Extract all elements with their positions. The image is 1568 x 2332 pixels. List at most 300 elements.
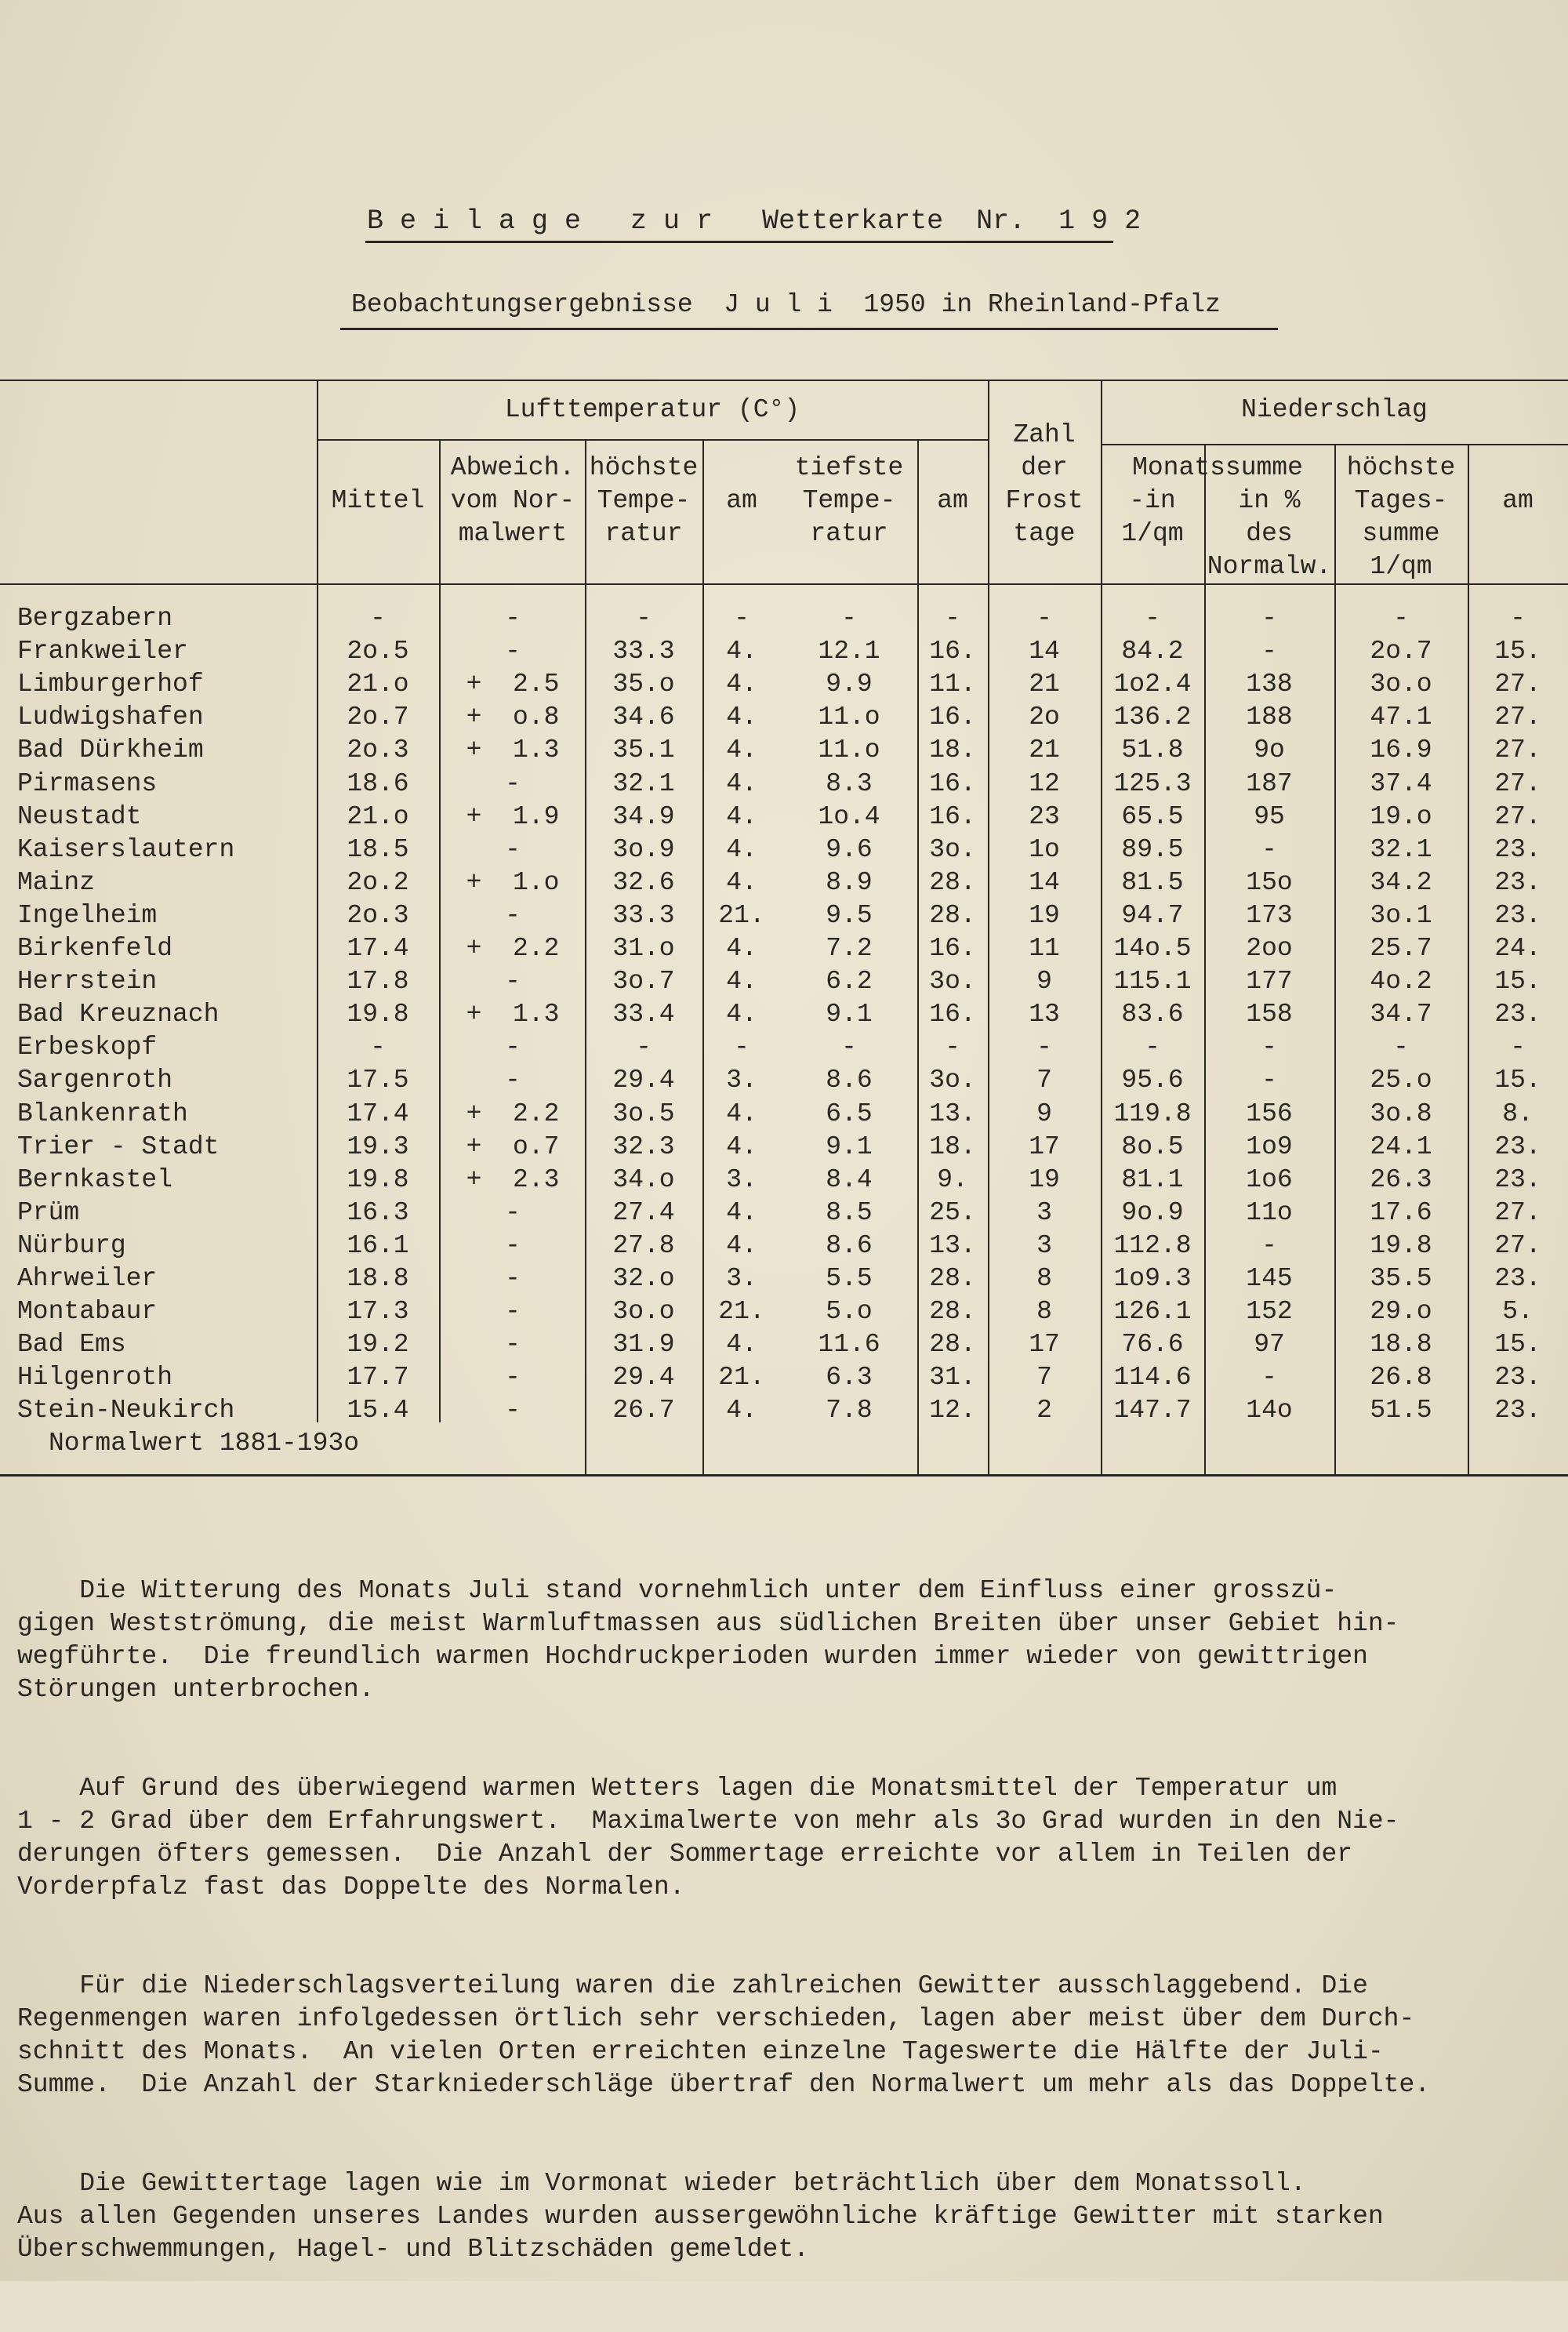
cell-tiefste: 5.5 [826,1264,873,1293]
cell-tages: 19.o [1370,802,1432,831]
cell-hoechste: 31.9 [612,1330,675,1359]
cell-frost: 2 [1036,1396,1052,1425]
cell-tiefste: 6.2 [826,967,873,996]
cell-am1: 4. [726,637,757,666]
header-hoechste-tagessumme: höchste Tages- summe 1/qm [1346,453,1456,581]
cell-frost: 7 [1036,1066,1052,1095]
cell-am2: 13. [929,1231,976,1260]
header-am-hoechste: am [726,486,757,515]
cell-frost: 1o [1029,835,1060,864]
cell-tages: 37.4 [1370,769,1432,798]
cell-proz: - [1261,1066,1277,1095]
cell-lqm: 125.3 [1113,769,1192,798]
cell-abw: + 2.5 [466,670,560,699]
cell-tages: 26.8 [1370,1363,1432,1392]
cell-mittel: 17.4 [347,934,409,963]
cell-am3: 23. [1494,1165,1541,1194]
cell-tiefste: 11.o [818,736,880,765]
cell-tages: - [1393,604,1409,633]
cell-lqm: 1o9.3 [1113,1264,1192,1293]
cell-hoechste: 32.3 [612,1132,675,1161]
cell-mittel: 17.3 [347,1297,409,1326]
cell-frost: 13 [1029,1000,1060,1029]
cell-tages: 35.5 [1370,1264,1432,1293]
cell-am3: 23. [1494,1363,1541,1392]
cell-frost: 2o [1029,703,1060,732]
cell-frost: 14 [1029,637,1060,666]
cell-frost: 9 [1036,967,1052,996]
cell-tiefste: 7.8 [826,1396,873,1425]
cell-hoechste: 35.1 [612,736,675,765]
cell-proz: 95 [1254,802,1285,831]
cell-am1: 4. [726,802,757,831]
cell-lqm: 81.1 [1121,1165,1184,1194]
cell-proz: 9o [1254,736,1285,765]
cell-am3: 23. [1494,1132,1541,1161]
cell-abw: + 2.2 [466,934,560,963]
station-name: Bergzabern [17,604,173,633]
cell-mittel: 2o.3 [347,901,409,930]
cell-mittel: 17.4 [347,1099,409,1128]
station-name: Mainz [17,868,96,897]
cell-hoechste: 34.6 [612,703,675,732]
header-bottom-rule [0,583,1568,585]
cell-am3: 23. [1494,868,1541,897]
station-name: Limburgerhof [17,670,204,699]
cell-tages: 3o.o [1370,670,1432,699]
cell-abw: + 1.3 [466,1000,560,1029]
cell-hoechste: 27.4 [612,1198,675,1227]
header-monatssumme: Monatssumme [1132,453,1303,482]
cell-am1: - [734,604,750,633]
cell-am1: 4. [726,967,757,996]
cell-am1: 3. [726,1165,757,1194]
cell-hoechste: 33.4 [612,1000,675,1029]
document-subtitle: Beobachtungsergebnisse J u l i 1950 in Rheinland-Pfalz [351,290,1221,319]
cell-tiefste: 9.1 [826,1132,873,1161]
cell-am1: 4. [726,1099,757,1128]
cell-lqm: 119.8 [1113,1099,1192,1128]
cell-lqm: 65.5 [1121,802,1184,831]
cell-mittel: 2o.7 [347,703,409,732]
cell-am2: 16. [929,802,976,831]
cell-hoechste: 3o.7 [612,967,675,996]
cell-am3: 15. [1494,1330,1541,1359]
cell-lqm: 1o2.4 [1113,670,1192,699]
cell-mittel: 19.8 [347,1165,409,1194]
cell-tiefste: 8.4 [826,1165,873,1194]
cell-am3: 15. [1494,1066,1541,1095]
cell-am1: 3. [726,1066,757,1095]
cell-frost: 17 [1029,1132,1060,1161]
cell-tiefste: 11.6 [818,1330,880,1359]
cell-tiefste: 8.3 [826,769,873,798]
cell-tiefste: 8.6 [826,1066,873,1095]
cell-lqm: 114.6 [1113,1363,1192,1392]
cell-hoechste: 32.o [612,1264,675,1293]
cell-am1: 4. [726,1198,757,1227]
table-footnote: Normalwert 1881-193o [49,1429,360,1458]
cell-tiefste: 7.2 [826,934,873,963]
cell-am1: 4. [726,1132,757,1161]
cell-hoechste: 33.3 [612,901,675,930]
cell-abw: - [505,769,521,798]
cell-am2: 16. [929,637,976,666]
cell-am2: 28. [929,1264,976,1293]
cell-hoechste: 34.9 [612,802,675,831]
cell-abw: - [505,1330,521,1359]
cell-proz: - [1261,1033,1277,1062]
header-am-niederschlag: am [1502,486,1534,515]
cell-lqm: 83.6 [1121,1000,1184,1029]
header-prozent-normalwert: in % des Normalw. [1207,486,1332,581]
cell-tages: 34.2 [1370,868,1432,897]
cell-abw: - [505,1264,521,1293]
cell-tiefste: 8.5 [826,1198,873,1227]
cell-tiefste: 9.1 [826,1000,873,1029]
cell-tiefste: 8.6 [826,1231,873,1260]
cell-frost: 3 [1036,1198,1052,1227]
cell-am2: 28. [929,1330,976,1359]
cell-am3: 8. [1502,1099,1534,1128]
cell-abw: - [505,1198,521,1227]
paragraph: Für die Niederschlagsverteilung waren die zahlreichen Gewitter ausschlaggebend. Die Regenmengen waren infolgedessen örtlich sehr verschieden, lagen aber meist über dem Durch- schnitt des Monats. An vielen Orten erreichten einzelne Tageswerte die Hälfte der Juli- Summe. Die Anzahl der Starkniederschläge übertraf den Normalwert um mehr als das Doppelte. [17,1971,1431,2099]
cell-am3: 23. [1494,1000,1541,1029]
station-name: Prüm [17,1198,80,1227]
cell-frost: 19 [1029,901,1060,930]
cell-am2: 3o. [929,1066,976,1095]
cell-tages: 19.8 [1370,1231,1432,1260]
station-name: Birkenfeld [17,934,173,963]
cell-abw: + 1.9 [466,802,560,831]
cell-tages: 16.9 [1370,736,1432,765]
cell-tages: 18.8 [1370,1330,1432,1359]
cell-mittel: 19.2 [347,1330,409,1359]
cell-mittel: 17.5 [347,1066,409,1095]
cell-tiefste: 9.6 [826,835,873,864]
header-lufttemperatur: Lufttemperatur (C°) [504,395,800,424]
cell-abw: + 1.3 [466,736,560,765]
cell-tages: 29.o [1370,1297,1432,1326]
cell-frost: 14 [1029,868,1060,897]
cell-am2: 31. [929,1363,976,1392]
cell-am1: 4. [726,1396,757,1425]
cell-am1: 4. [726,934,757,963]
cell-proz: 156 [1246,1099,1293,1128]
cell-proz: 173 [1246,901,1293,930]
cell-proz: 1o9 [1246,1132,1293,1161]
cell-am2: 18. [929,1132,976,1161]
cell-hoechste: - [636,1033,652,1062]
cell-am2: 3o. [929,835,976,864]
weather-report-text [17,1509,1554,2332]
cell-tages: 25.o [1370,1066,1432,1095]
cell-tiefste: - [841,1033,857,1062]
station-name: Stein-Neukirch [17,1396,235,1425]
cell-proz: 14o [1246,1396,1293,1425]
cell-abw: - [505,1297,521,1326]
cell-abw: - [505,1066,521,1095]
cell-frost: 9 [1036,1099,1052,1128]
station-name: Neustadt [17,802,142,831]
cell-mittel: 18.5 [347,835,409,864]
station-name: Erbeskopf [17,1033,158,1062]
station-name: Bad Ems [17,1330,126,1359]
cell-lqm: 147.7 [1113,1396,1192,1425]
cell-am2: 11. [929,670,976,699]
cell-mittel: 16.3 [347,1198,409,1227]
cell-mittel: 21.o [347,802,409,831]
cell-tages: 2o.7 [1370,637,1432,666]
cell-tiefste: 1o.4 [818,802,880,831]
cell-hoechste: 3o.5 [612,1099,675,1128]
cell-proz: 2oo [1246,934,1293,963]
cell-am2: 25. [929,1198,976,1227]
cell-proz: 158 [1246,1000,1293,1029]
cell-tages: - [1393,1033,1409,1062]
cell-lqm: 95.6 [1121,1066,1184,1095]
cell-lqm: 9o.9 [1121,1198,1184,1227]
cell-tages: 51.5 [1370,1396,1432,1425]
table-bottom-rule [0,1474,1568,1477]
cell-frost: 17 [1029,1330,1060,1359]
cell-hoechste: 29.4 [612,1363,675,1392]
cell-proz: 145 [1246,1264,1293,1293]
cell-am1: - [734,1033,750,1062]
station-name: Bernkastel [17,1165,173,1194]
cell-am3: 27. [1494,1231,1541,1260]
cell-proz: 177 [1246,967,1293,996]
header-hoechste-temperatur: höchste Tempe- ratur [589,453,699,548]
cell-am3: 27. [1494,670,1541,699]
cell-frost: 3 [1036,1231,1052,1260]
cell-frost: - [1036,604,1052,633]
cell-am2: 16. [929,769,976,798]
cell-proz: 138 [1246,670,1293,699]
cell-am3: 23. [1494,1264,1541,1293]
station-name: Hilgenroth [17,1363,173,1392]
temp-group-rule [317,439,988,441]
cell-am1: 4. [726,1330,757,1359]
cell-tages: 34.7 [1370,1000,1432,1029]
paragraph: Auf Grund des überwiegend warmen Wetters lagen die Monatsmittel der Temperatur um 1 - 2 Grad über dem Erfahrungswert. Maximalwerte von mehr als 3o Grad wurden in den Nie- derungen öfters gemessen. Die Anzahl der Sommertage erreichte vor allem in Teilen der Vorderpfalz fast das Doppelte des Normalen. [17,1774,1399,1902]
cell-hoechste: 29.4 [612,1066,675,1095]
cell-am1: 21. [718,1297,765,1326]
cell-tages: 4o.2 [1370,967,1432,996]
cell-frost: 19 [1029,1165,1060,1194]
cell-lqm: 84.2 [1121,637,1184,666]
cell-am2: 9. [937,1165,968,1194]
cell-am2: 16. [929,1000,976,1029]
station-name: Trier - Stadt [17,1132,220,1161]
cell-am3: 24. [1494,934,1541,963]
cell-proz: 97 [1254,1330,1285,1359]
cell-am1: 4. [726,703,757,732]
cell-am3: 27. [1494,1198,1541,1227]
cell-proz: - [1261,1231,1277,1260]
station-name: Pirmasens [17,769,158,798]
cell-mittel: 2o.5 [347,637,409,666]
cell-mittel: 2o.2 [347,868,409,897]
cell-abw: + o.7 [466,1132,560,1161]
cell-am2: - [945,1033,960,1062]
cell-abw: - [505,1033,521,1062]
cell-am2: 28. [929,901,976,930]
cell-am2: - [945,604,960,633]
cell-hoechste: 35.o [612,670,675,699]
cell-am1: 21. [718,1363,765,1392]
cell-abw: - [505,1363,521,1392]
cell-frost: 7 [1036,1363,1052,1392]
cell-mittel: 18.8 [347,1264,409,1293]
cell-abw: - [505,835,521,864]
title-underline [365,241,1113,243]
cell-am1: 4. [726,1231,757,1260]
cell-hoechste: 3o.o [612,1297,675,1326]
cell-proz: 187 [1246,769,1293,798]
paragraph: Die Gewittertage lagen wie im Vormonat wieder beträchtlich über dem Monatssoll. Aus allen Gegenden unseres Landes wurden aussergewöhnliche kräftige Gewitter mit starken Überschwemmungen, Hagel- und Blitzschäden gemeldet. [17,2169,1384,2264]
cell-tages: 26.3 [1370,1165,1432,1194]
station-name: Ingelheim [17,901,158,930]
cell-mittel: 17.8 [347,967,409,996]
cell-am1: 4. [726,835,757,864]
cell-hoechste: 33.3 [612,637,675,666]
cell-lqm: 81.5 [1121,868,1184,897]
cell-hoechste: 31.o [612,934,675,963]
cell-abw: - [505,1396,521,1425]
cell-lqm: 14o.5 [1113,934,1192,963]
cell-am1: 4. [726,670,757,699]
station-name: Bad Kreuznach [17,1000,220,1029]
cell-am3: 15. [1494,637,1541,666]
cell-tiefste: - [841,604,857,633]
cell-frost: 8 [1036,1297,1052,1326]
cell-am3: 27. [1494,736,1541,765]
cell-lqm: 136.2 [1113,703,1192,732]
cell-am1: 4. [726,736,757,765]
cell-hoechste: 34.o [612,1165,675,1194]
cell-mittel: 15.4 [347,1396,409,1425]
cell-mittel: 21.o [347,670,409,699]
station-name: Kaiserslautern [17,835,235,864]
header-mittel: Mittel [331,486,425,515]
cell-tages: 24.1 [1370,1132,1432,1161]
cell-frost: 21 [1029,670,1060,699]
cell-tiefste: 6.3 [826,1363,873,1392]
station-name: Sargenroth [17,1066,173,1095]
header-niederschlag: Niederschlag [1241,395,1428,424]
cell-mittel: 18.6 [347,769,409,798]
document-title: B e i l a g e z u r Wetterkarte Nr. 1 9 2 [367,205,1142,237]
cell-am3: - [1510,604,1526,633]
station-name: Ahrweiler [17,1264,158,1293]
cell-tages: 17.6 [1370,1198,1432,1227]
cell-tages: 32.1 [1370,835,1432,864]
cell-proz: 188 [1246,703,1293,732]
cell-lqm: 94.7 [1121,901,1184,930]
cell-tiefste: 9.9 [826,670,873,699]
cell-am3: 23. [1494,835,1541,864]
cell-hoechste: 32.6 [612,868,675,897]
header-tiefste-temperatur: tiefste Tempe- ratur [794,453,904,548]
cell-am3: 27. [1494,802,1541,831]
cell-mittel: 2o.3 [347,736,409,765]
cell-abw: - [505,604,521,633]
cell-proz: 15o [1246,868,1293,897]
cell-tages: 25.7 [1370,934,1432,963]
cell-am1: 3. [726,1264,757,1293]
cell-lqm: 76.6 [1121,1330,1184,1359]
cell-frost: 21 [1029,736,1060,765]
cell-tiefste: 11.o [818,703,880,732]
cell-am2: 3o. [929,967,976,996]
cell-am2: 12. [929,1396,976,1425]
cell-mittel: - [370,1033,386,1062]
cell-proz: - [1261,1363,1277,1392]
cell-mittel: - [370,604,386,633]
cell-proz: 1o6 [1246,1165,1293,1194]
cell-abw: - [505,637,521,666]
cell-lqm: 115.1 [1113,967,1192,996]
cell-mittel: 19.8 [347,1000,409,1029]
cell-am3: 27. [1494,703,1541,732]
cell-hoechste: 3o.9 [612,835,675,864]
cell-am2: 28. [929,868,976,897]
cell-frost: 12 [1029,769,1060,798]
cell-am2: 28. [929,1297,976,1326]
cell-am1: 4. [726,868,757,897]
cell-abw: - [505,901,521,930]
cell-proz: - [1261,835,1277,864]
cell-abw: + 2.2 [466,1099,560,1128]
cell-am3: 27. [1494,769,1541,798]
cell-frost: 23 [1029,802,1060,831]
cell-lqm: 8o.5 [1121,1132,1184,1161]
station-name: Blankenrath [17,1099,188,1128]
station-name: Frankweiler [17,637,188,666]
table-top-rule [0,380,1568,381]
cell-am1: 21. [718,901,765,930]
paragraph: Die Witterung des Monats Juli stand vornehmlich unter dem Einfluss einer grosszü- gigen Westströmung, die meist Warmluftmassen aus südlichen Breiten über unser Gebiet hin- wegführte. Die freundlich warmen Hochdruckperioden wurden immer wieder von gewittrigen Störungen unterbrochen. [17,1576,1399,1704]
cell-hoechste: 32.1 [612,769,675,798]
cell-mittel: 17.7 [347,1363,409,1392]
cell-abw: + o.8 [466,703,560,732]
cell-am2: 16. [929,934,976,963]
cell-am3: - [1510,1033,1526,1062]
cell-tages: 3o.1 [1370,901,1432,930]
cell-hoechste: 27.8 [612,1231,675,1260]
cell-abw: - [505,967,521,996]
cell-lqm: 51.8 [1121,736,1184,765]
cell-mittel: 16.1 [347,1231,409,1260]
station-name: Nürburg [17,1231,126,1260]
cell-am1: 4. [726,1000,757,1029]
cell-frost: 11 [1029,934,1060,963]
cell-hoechste: - [636,604,652,633]
cell-tiefste: 9.5 [826,901,873,930]
header-am-tiefste: am [937,486,968,515]
cell-am2: 13. [929,1099,976,1128]
cell-tiefste: 5.o [826,1297,873,1326]
cell-am2: 16. [929,703,976,732]
station-name: Montabaur [17,1297,158,1326]
cell-lqm: - [1145,1033,1160,1062]
cell-lqm: - [1145,604,1160,633]
cell-hoechste: 26.7 [612,1396,675,1425]
cell-tiefste: 12.1 [818,637,880,666]
cell-proz: - [1261,637,1277,666]
cell-frost: - [1036,1033,1052,1062]
